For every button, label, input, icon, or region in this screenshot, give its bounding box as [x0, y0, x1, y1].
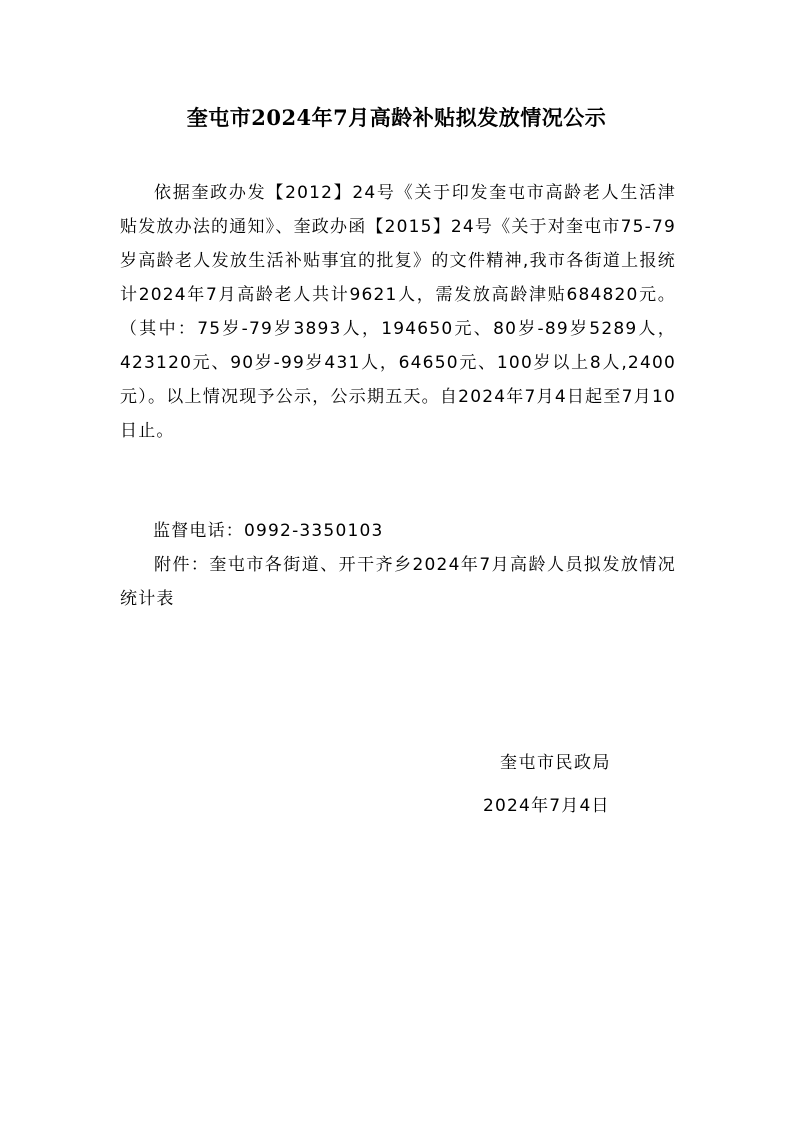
issuing-organization: 奎屯市民政局 — [500, 753, 611, 773]
body-paragraph-container — [120, 176, 676, 448]
attachment-note: 附件：奎屯市各街道、开干齐乡2024年7月高龄人员拟发放情况统计表 — [120, 555, 676, 609]
body-paragraph: 依据奎政办发【2012】24号《关于印发奎屯市高龄老人生活津贴发放办法的通知》、奎政办函【2015】24号《关于对奎屯市75-79岁高龄老人发放生活补贴事宜的批复》的文件精神,我市各街道上报统计2024年7月高龄老人共计9621人，需发放高龄津贴684820元。（其中：75岁-79岁3893人，194650元、80岁-89岁5289人，423120元、90岁-99岁431人，64650元、100岁以上8人,2400元）。以上情况现予公示，公示期五天。自2024年7月4日起至7月10日止。 — [120, 183, 676, 441]
document-title: 奎屯市2024年7月高龄补贴拟发放情况公示 — [186, 105, 607, 130]
supervision-phone: 监督电话：0992-3350103 — [153, 521, 384, 541]
issue-date: 2024年7月4日 — [483, 796, 610, 816]
